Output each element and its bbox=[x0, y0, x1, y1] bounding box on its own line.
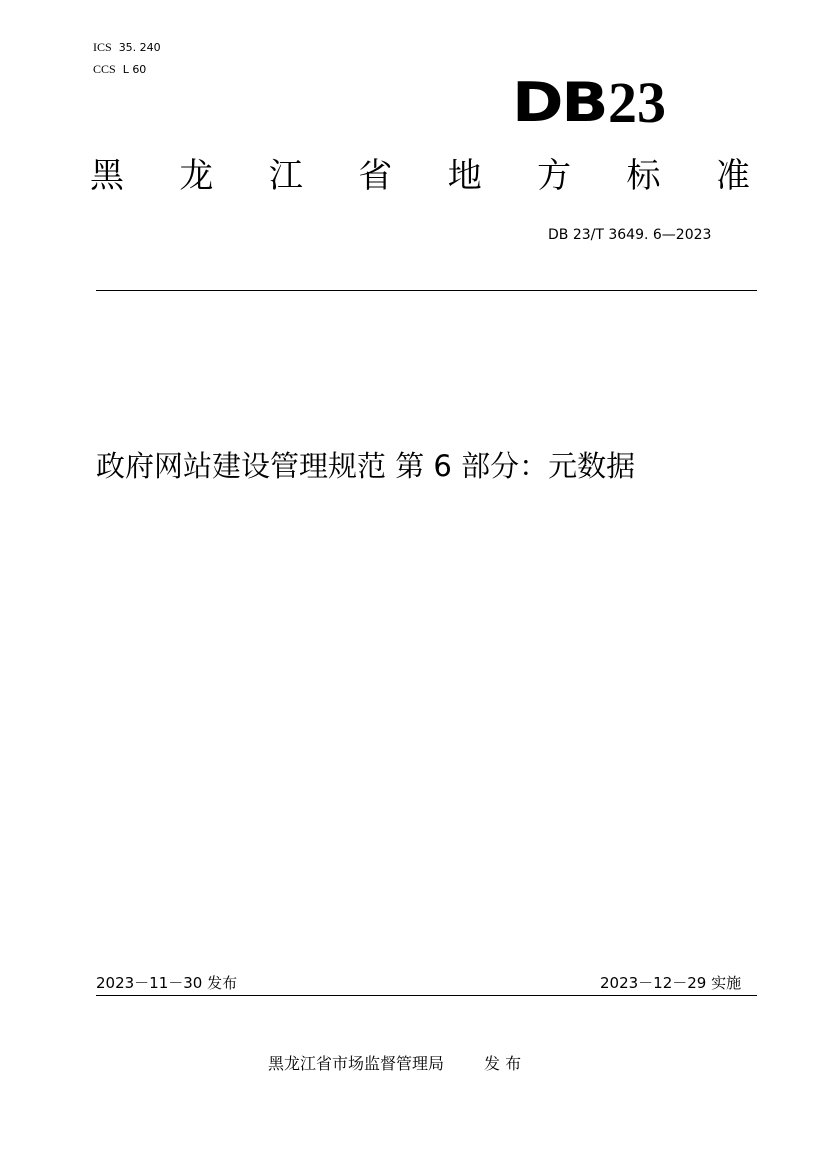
standard-type-char: 龙 bbox=[179, 156, 214, 196]
standard-number: DB 23/T 3649. 6—2023 bbox=[548, 227, 712, 243]
release-date: 2023－11－30 发布 bbox=[96, 974, 238, 992]
standard-type-char: 方 bbox=[537, 156, 572, 196]
logo-db-text: DB bbox=[512, 71, 607, 134]
standard-type-char: 地 bbox=[447, 156, 482, 196]
issuer-action: 发 布 bbox=[484, 1054, 522, 1073]
standard-type-char: 江 bbox=[268, 156, 303, 196]
issuer-line bbox=[268, 1053, 521, 1075]
ics-code: 35. 240 bbox=[118, 41, 161, 54]
standard-type-char: 标 bbox=[626, 156, 661, 196]
header-divider bbox=[96, 290, 757, 291]
standard-type-heading bbox=[90, 154, 750, 198]
document-title: 政府网站建设管理规范 第 6 部分：元数据 bbox=[96, 449, 636, 483]
ics-label: ICS bbox=[93, 40, 112, 54]
implementation-date: 2023－12－29 实施 bbox=[600, 974, 742, 992]
logo-number: 23 bbox=[607, 70, 666, 135]
footer-divider bbox=[96, 995, 757, 996]
standard-type-char: 黑 bbox=[90, 156, 124, 196]
standard-type-char: 准 bbox=[715, 156, 750, 196]
ccs-line bbox=[93, 62, 146, 77]
standard-type-char: 省 bbox=[358, 156, 393, 196]
ics-line bbox=[93, 40, 161, 55]
db23-logo bbox=[512, 70, 702, 135]
ccs-code: L 60 bbox=[122, 63, 147, 76]
issuer-name: 黑龙江省市场监督管理局 bbox=[268, 1054, 445, 1073]
ccs-label: CCS bbox=[93, 62, 116, 76]
